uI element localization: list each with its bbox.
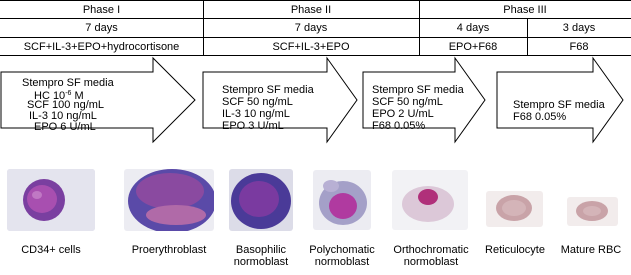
arrow-2-scf: SCF 50 ng/mL	[222, 96, 293, 108]
reticulocyte-image	[486, 191, 543, 227]
phase-2-name: Phase II	[290, 3, 332, 16]
reticulocyte-label: Reticulocyte	[485, 244, 545, 256]
mature-rbc-label: Mature RBC	[560, 244, 622, 256]
arrow-1-epo: EPO 6 U/mL	[34, 121, 96, 133]
arrow-4-f68: F68 0.05%	[513, 111, 567, 123]
phase-3b-factors: F68	[569, 40, 589, 53]
cd34-cell-image	[7, 169, 95, 231]
phase-1-name: Phase I	[82, 3, 121, 16]
cd34-label: CD34+ cells	[21, 244, 81, 256]
phase-3-name: Phase III	[503, 3, 547, 16]
phase-3b-duration: 3 days	[562, 22, 596, 34]
phase-1-duration: 7 days	[85, 22, 118, 34]
orthochromatic-normoblast-image	[392, 170, 468, 230]
basophilic-normoblast-image	[229, 169, 293, 231]
basophilic-normoblast-label: Basophilic normoblast	[233, 244, 289, 268]
arrow-3-f68: F68 0.05%	[372, 120, 426, 132]
arrow-2-epo: EPO 3 U/mL	[222, 120, 284, 132]
phase-2-factors: SCF+IL-3+EPO	[272, 40, 350, 53]
proerythroblast-image	[124, 169, 214, 231]
phase-1-factors: SCF+IL-3+EPO+hydrocortisone	[23, 40, 180, 53]
arrow-1-hc: HC $10^{-6}$ M	[34, 90, 84, 102]
mature-rbc-image	[567, 197, 618, 226]
proerythroblast-label: Proerythroblast	[131, 244, 207, 256]
orthochromatic-normoblast-label: Orthochromatic normoblast	[393, 244, 469, 268]
phase-3a-factors: EPO+F68	[448, 40, 498, 53]
arrow-1-il3: IL-3 10 ng/mL	[29, 110, 97, 122]
arrow-3-scf: SCF 50 ng/mL	[372, 96, 443, 108]
polychromatic-normoblast-image	[313, 170, 371, 230]
arrow-3-media: Stempro SF media	[372, 84, 464, 96]
arrow-1-scf: SCF 100 ng/mL	[27, 99, 105, 111]
arrow-2-il3: IL-3 10 ng/mL	[222, 108, 290, 120]
arrow-3-epo: EPO 2 U/mL	[372, 108, 434, 120]
arrow-2-media: Stempro SF media	[222, 84, 314, 96]
arrow-1-media: Stempro SF media	[22, 77, 114, 89]
polychromatic-normoblast-label: Polychomatic normoblast	[309, 244, 375, 268]
phase-3a-duration: 4 days	[456, 22, 490, 34]
phase-2-duration: 7 days	[294, 22, 328, 34]
arrow-4-media: Stempro SF media	[513, 99, 605, 111]
